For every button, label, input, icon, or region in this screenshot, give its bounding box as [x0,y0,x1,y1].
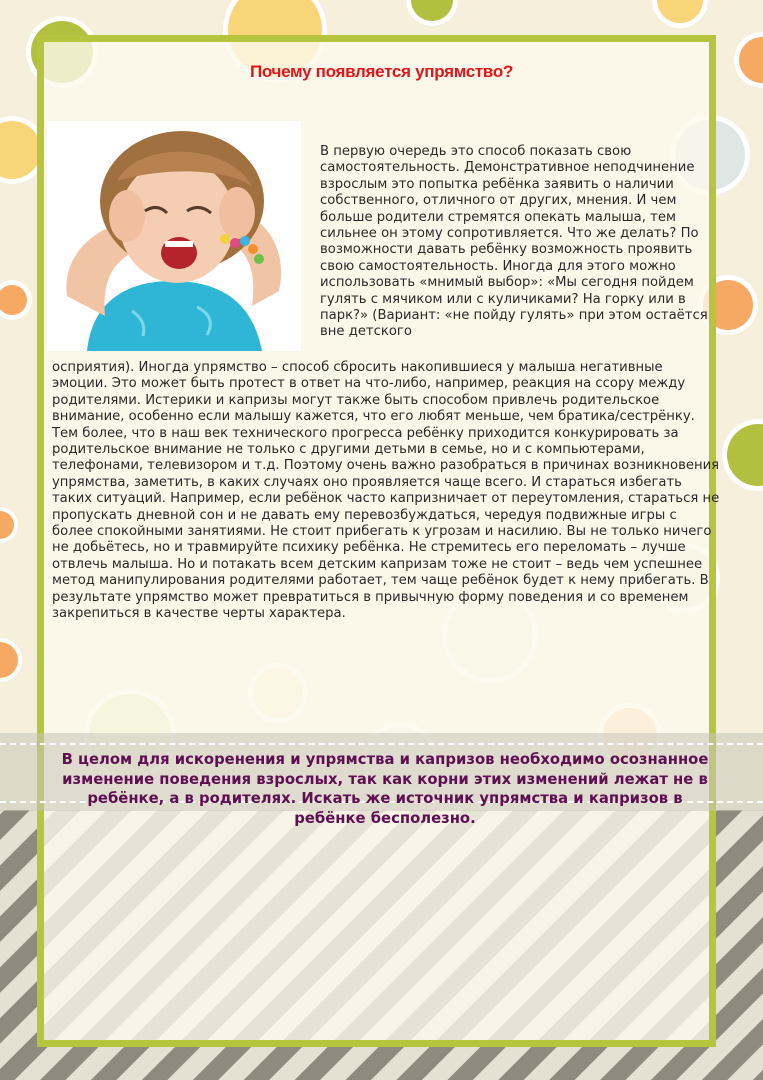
conclusion-text: В целом для искоренения и упрямства и капризов необходимо осознанное изменение поведения взрослых, так как корни этих изменений лежат не в ребёнке, а в родителях. Искать же источник упрямства и капризов в ребёнке бесполезно. [61,751,709,827]
page-title: Почему появляется упрямство? [249,62,514,81]
child-photo [47,121,301,351]
paragraph-intro: В первую очередь это способ показать свою самостоятельность. Демонстративное неподчинение взрослым это попытка ребёнка заявить о наличии собственного, отличного от других, мнения. И чем больше родители стремятся опекать малыша, тем сильнее он этому сопротивляется. Что же делать? По возможности давать ребёнку возможность проявить свою самостоятельность. Иногда для этого можно использовать «мнимый выбор»: «Мы сегодня пойдем гулять с мячиком или с куличиками? На горку или в парк?» (Вариант: «не пойду гулять» при этом остаётся вне детского [320,144,708,340]
paragraph-main: осприятия). Иногда упрямство – способ сбросить накопившиеся у малыша негативные эмоции. Это может быть протест в ответ на что-либо, например, реакция на ссору между родителями. Истерики и капризы могут также быть способом привлечь родительское внимание, особенно если малышу кажется, что его любят меньше, чем братика/сестрёнку. Тем более, что в наш век технического прогресса ребёнку приходится конкурировать за родительское внимание не только с другими детьми в семье, но и с компьютерами, телефонами, телевизором и т.д. Поэтому очень важно разобраться в причинах возникновения упрямства, заметить, в каких случаях оно проявляется чаще всего. И стараться избегать таких ситуаций. Например, если ребёнок часто капризничает от переутомления, стараться не пропускать дневной сон и не давать ему перевозбуждаться, чередуя подвижные игры с более спокойными занятиями. Не стоит прибегать к угрозам и насилию. Вы не только ничего не добьётесь, но и травмируйте психику ребёнка. Не стремитесь его переломать – лучше отвлечь малыша. Но и потакать всем детским капризам тоже не стоит – ведь чем успешнее метод манипулирования родителями работает, тем чаще ребёнок будет к нему прибегать. В результате упрямство может превратиться в привычную форму поведения и со временем закрепиться в качестве черты характера. [52,360,720,622]
dashed-divider-top [0,743,763,745]
